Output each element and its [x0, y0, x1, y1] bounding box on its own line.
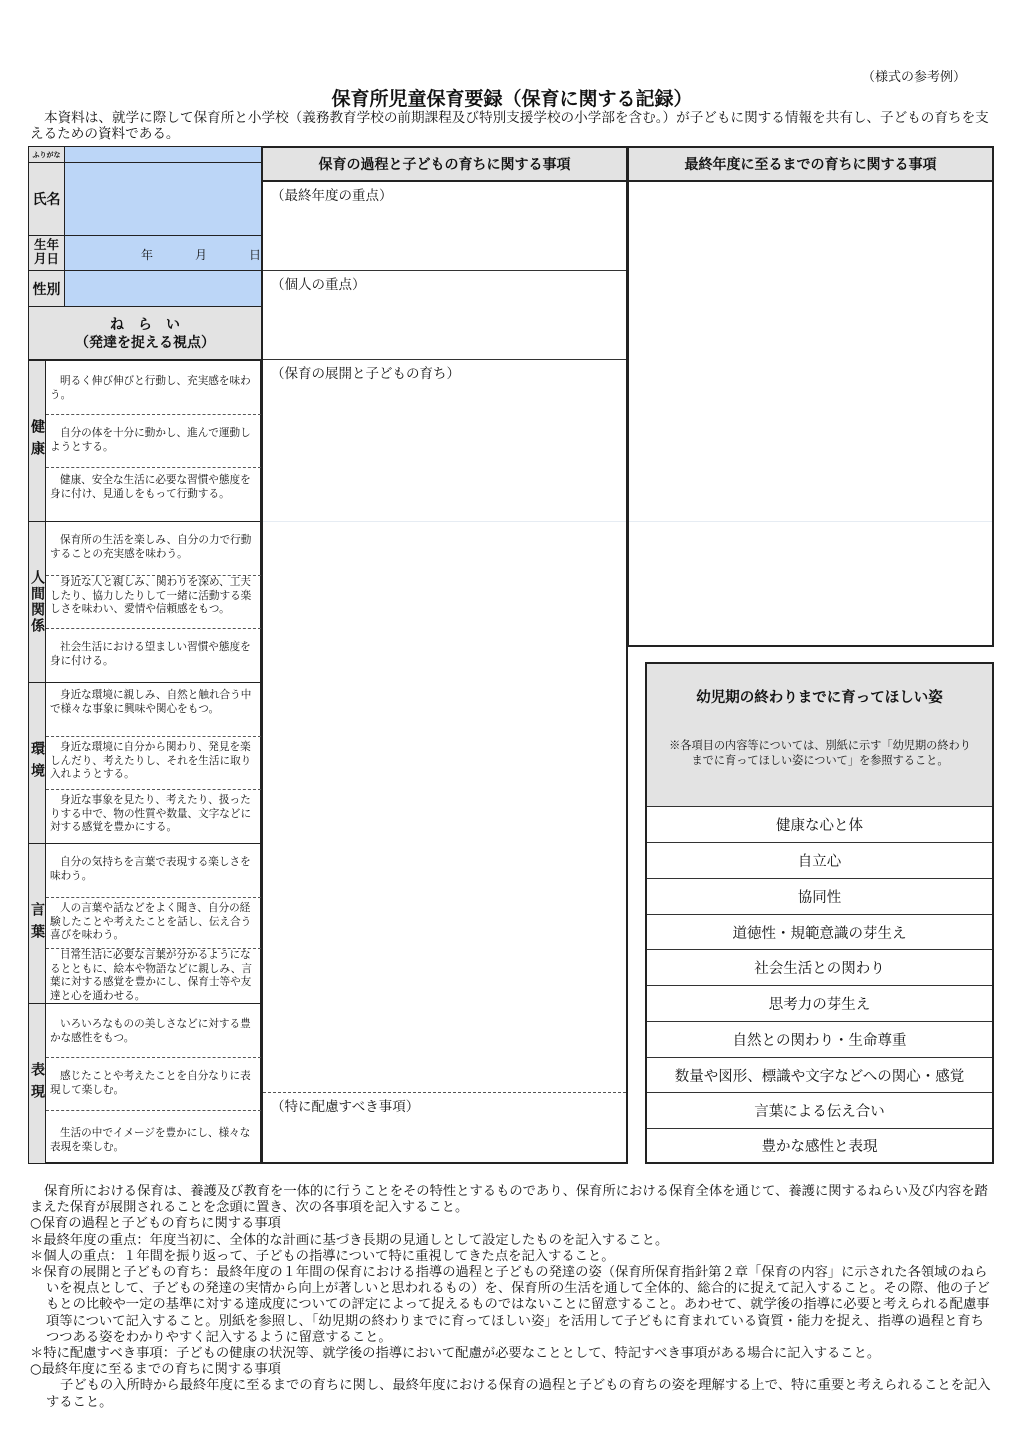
area-health — [45, 360, 262, 522]
area-relationships — [45, 521, 262, 683]
aim-item: 保育所の生活を楽しみ、自分の力で行動することの充実感を味わう。 — [50, 534, 252, 560]
area-expression — [45, 1003, 262, 1164]
right-heading: 最終年度に至るまでの育ちに関する事項 — [627, 146, 994, 182]
aim-item: いろいろなものの美しさなどに対する豊かな感性をもつ。 — [50, 1018, 251, 1044]
aim-item: 身近な事象を見たり、考えたり、扱ったりする中で、物の性質や数量、文字などに対する感覚を豊かにする。 — [46, 789, 261, 835]
notes-heading-growth: ○最終年度に至るまでの育ちに関する事項 — [30, 1362, 281, 1378]
page-title: 保育所児童保育要録（保育に関する記録） — [331, 88, 693, 110]
development-field[interactable]: （保育の展開と子どもの育ち） — [271, 366, 460, 382]
furigana-field[interactable] — [64, 146, 262, 163]
goal-item: 協同性 — [647, 878, 992, 914]
aims-heading-line2: （発達を捉える視点） — [75, 335, 215, 351]
goal-item: 言葉による伝え合い — [647, 1092, 992, 1128]
area-label-relationships: 人間関係 — [28, 521, 46, 683]
name-label: 氏名 — [28, 162, 65, 236]
middle-heading: 保育の過程と子どもの育ちに関する事項 — [261, 146, 628, 182]
birth-month-label: 月 — [195, 248, 208, 262]
right-guide-line — [629, 521, 992, 522]
gender-field[interactable] — [64, 270, 262, 307]
goals-note: ※各項目の内容等については、別紙に示す「幼児期の終わりまでに育ってほしい姿について」を参照すること。 — [669, 739, 971, 767]
aim-item: 身近な人と親しみ、関わりを深め、工夫したり、協力したりして一緒に活動する楽しさを味わい、愛情や信頼感をもつ。 — [46, 575, 261, 617]
notes-bullet: ＊特に配慮すべき事項：子どもの健康の状況等、就学後の指導において配慮が必要なこととして、特記すべき事項がある場合に記入すること。 — [30, 1346, 881, 1362]
goal-item: 豊かな感性と表現 — [647, 1128, 992, 1162]
goal-item: 思考力の芽生え — [647, 985, 992, 1021]
notes-growth-text: 子どもの入所時から最終年度に至るまでの育ちに関し、最終年度における保育の過程と子どもの育ちの姿を理解する上で、特に重要と考えられることを記入すること。 — [46, 1378, 991, 1410]
area-label-environment: 環境 — [28, 682, 46, 844]
aim-item: 健康、安全な生活に必要な習慣や態度を身に付け、見通しをもって行動する。 — [46, 467, 261, 501]
aim-item: 感じたことや考えたことを自分なりに表現して楽しむ。 — [46, 1057, 261, 1097]
aim-item: 生活の中でイメージを豊かにし、様々な表現を楽しむ。 — [46, 1110, 261, 1154]
aim-item: 身近な環境に自分から関わり、発見を楽しんだり、考えたりし、それを生活に取り入れようとする。 — [46, 736, 261, 782]
goal-item: 数量や図形、標識や文字などへの関心・感覚 — [647, 1057, 992, 1092]
aim-item: 自分の体を十分に動かし、進んで運動しようとする。 — [46, 414, 261, 454]
notes-bullet: ＊保育の展開と子どもの育ち：最終年度の１年間の保育における指導の過程と子どもの発達の姿（保育所保育指針第２章「保育の内容」に示された各領域のねらいを視点として、子どもの発達の実情から向上が著しいと思われるもの）を、保育所の生活を通して全体的、総合的に捉えて記入すること。その際、他の子どもとの比較や一定の基準に対する達成度についての評定によって捉えるものではないことに留意すること。あわせて、就学後の指導に必要と考えられる配慮事項等について記入すること。別紙を参照し、「幼児期の終わりまでに育ってほしい姿」を活用して子どもに育まれている資質・能力を捉え、指導の過程と育ちつつある姿をわかりやすく記入するように留意すること。 — [30, 1265, 990, 1345]
birth-field[interactable] — [64, 235, 262, 271]
focus-individual-field[interactable]: （個人の重点） — [263, 271, 626, 360]
birth-year-label: 年 — [141, 248, 154, 262]
name-field[interactable] — [64, 162, 262, 236]
area-label-expression: 表現 — [28, 1003, 46, 1164]
goals-title: 幼児期の終わりまでに育ってほしい姿 — [696, 689, 943, 706]
goal-item: 健康な心と体 — [647, 806, 992, 842]
goal-item: 自然との関わり・生命尊重 — [647, 1021, 992, 1057]
aim-item: 社会生活における望ましい習慣や態度を身に付ける。 — [46, 628, 261, 668]
gender-label: 性別 — [28, 270, 65, 307]
growth-record-field[interactable] — [629, 182, 992, 645]
goals-header — [647, 664, 992, 806]
goal-item: 社会生活との関わり — [647, 949, 992, 985]
area-label-language: 言葉 — [28, 843, 46, 1004]
notes-bullet: ＊個人の重点：１年間を振り返って、子どもの指導について特に重視してきた点を記入すること。 — [30, 1248, 615, 1264]
intro-text: 本資料は、就学に際して保育所と小学校（義務教育学校の前期課程及び特別支援学校の小学部を含む。）が子どもに関する情報を共有し、子どもの育ちを支えるための資料である。 — [30, 110, 989, 142]
area-environment — [45, 682, 262, 844]
aims-heading-line1: ね ら い — [110, 317, 180, 333]
middle-guide-line — [263, 521, 626, 522]
area-language — [45, 843, 262, 1004]
focus-final-year-field[interactable]: （最終年度の重点） — [263, 182, 626, 271]
goal-item: 自立心 — [647, 842, 992, 878]
aim-item: 自分の気持ちを言葉で表現する楽しさを味わう。 — [50, 856, 251, 882]
birth-day-label: 日 — [249, 248, 262, 262]
aims-heading — [28, 306, 262, 360]
reference-label: （様式の参考例） — [862, 70, 967, 85]
goal-item: 道徳性・規範意識の芽生え — [647, 914, 992, 949]
aim-item: 人の言葉や話などをよく聞き、自分の経験したことや考えたことを話し、伝え合う喜びを味わう。 — [46, 897, 261, 943]
special-notes-field[interactable]: （特に配慮すべき事項） — [263, 1092, 626, 1162]
notes-heading-process: ○保育の過程と子どもの育ちに関する事項 — [30, 1216, 281, 1232]
aim-item: 身近な環境に親しみ、自然と触れ合う中で様々な事象に興味や関心をもつ。 — [50, 689, 252, 715]
notes-bullet: ＊最終年度の重点：年度当初に、全体的な計画に基づき長期の見通しとして設定したものを記入すること。 — [30, 1232, 669, 1248]
birth-label: 生年月日 — [28, 235, 65, 271]
aim-item: 日常生活に必要な言葉が分かるようになるとともに、絵本や物語などに親しみ、言葉に対する感覚を豊かにし、保育士等や友達と心を通わせる。 — [46, 948, 261, 1003]
area-label-health: 健康 — [28, 360, 46, 522]
furigana-label: ふりがな — [28, 146, 65, 163]
aim-item: 明るく伸び伸びと行動し、充実感を味わう。 — [50, 375, 251, 401]
instructions — [30, 1184, 992, 1411]
notes-intro: 保育所における保育は、養護及び教育を一体的に行うことをその特性とするものであり、保育所における保育全体を通じて、養護に関するねらい及び内容を踏まえた保育が展開されることを念頭に置き、次の各事項を記入すること。 — [30, 1184, 988, 1216]
